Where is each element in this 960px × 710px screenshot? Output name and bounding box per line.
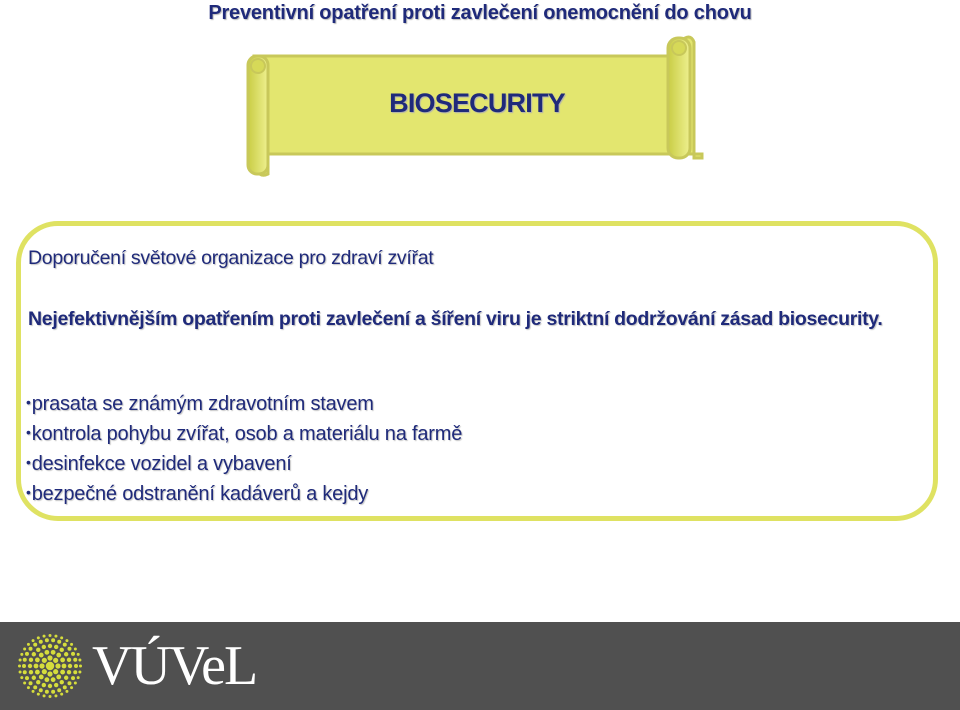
list-item: •desinfekce vozidel a vybavení (26, 453, 292, 475)
bullet-icon: • (26, 454, 31, 470)
bullet-icon: • (26, 424, 31, 440)
list-item: •prasata se známým zdravotním stavem (26, 393, 374, 415)
logo-text: VÚVeL (92, 635, 257, 697)
bullet-icon: • (26, 484, 31, 500)
list-item: •kontrola pohybu zvířat, osob a materiálu na farmě (26, 423, 463, 445)
recommendation-text: Doporučení světové organizace pro zdraví zvířat (28, 247, 434, 269)
sunburst-logo-icon (18, 634, 82, 698)
statement-text: Nejefektivnějším opatřením proti zavlečení a šíření viru je striktní dodržování zásad biosecurity. (28, 308, 883, 330)
bullet-list (26, 390, 462, 510)
list-item: •bezpečné odstranění kadáverů a kejdy (26, 483, 369, 505)
slide-title: Preventivní opatření proti zavlečení onemocnění do chovu (208, 2, 752, 24)
bullet-icon: • (26, 394, 31, 410)
banner-text: BIOSECURITY (389, 88, 565, 118)
